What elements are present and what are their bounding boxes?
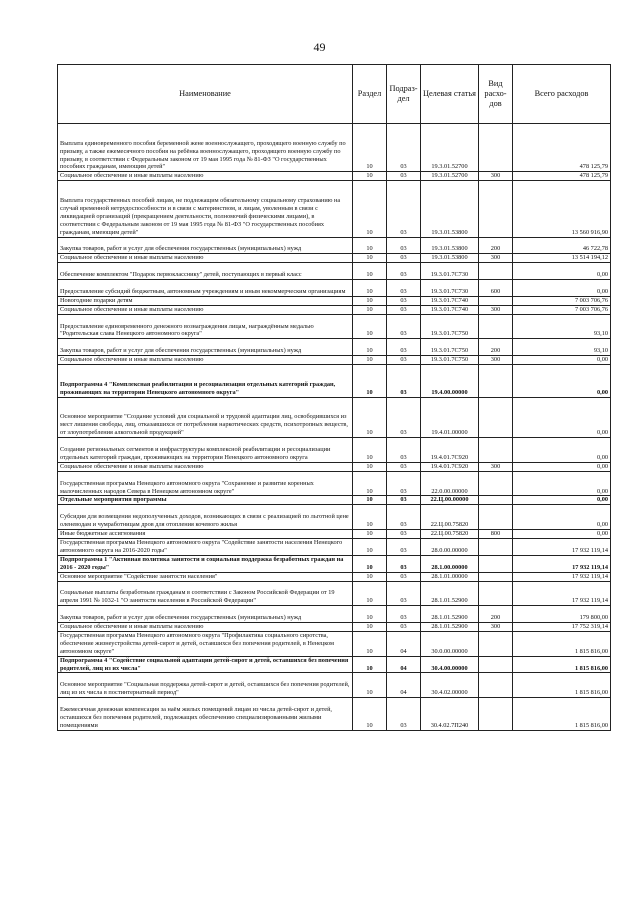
row-target: 30.4.00.00000 [421, 656, 479, 673]
table-row [58, 555, 611, 572]
table-row [58, 631, 611, 656]
row-section: 10 [353, 530, 387, 539]
row-target: 28.1.01.52900 [421, 581, 479, 606]
table-row [58, 471, 611, 496]
row-target: 19.4.00.00000 [421, 365, 479, 398]
row-target: 28.1.01.52900 [421, 622, 479, 631]
row-total: 46 722,78 [513, 237, 611, 254]
row-name: Государственная программа Ненецкого автономного округа "Сохранение и развитие коренных малочисленных народов Севера в Ненецком автономном округе" [58, 471, 353, 496]
row-name: Подпрограмма 4 "Комплексная реабилитация и ресоциализация отдельных категорий граждан, проживающих на территории Ненецкого автономного округа" [58, 365, 353, 398]
row-subsection: 03 [387, 356, 421, 365]
row-target: 30.0.00.00000 [421, 631, 479, 656]
row-section: 10 [353, 356, 387, 365]
table-row [58, 181, 611, 237]
row-total: 17 932 119,14 [513, 555, 611, 572]
row-exp-type [479, 471, 513, 496]
row-name: Основное мероприятие "Социальная поддержка детей-сирот и детей, оставшихся без попечения родителей, лиц из их числа в постинтернатный период" [58, 673, 353, 698]
row-target: 19.3.01.52700 [421, 124, 479, 172]
row-target: 22.0.00.00000 [421, 471, 479, 496]
header-section: Раздел [353, 65, 387, 124]
row-exp-type: 300 [479, 356, 513, 365]
row-exp-type [479, 656, 513, 673]
table-body [58, 124, 611, 731]
row-subsection: 03 [387, 314, 421, 339]
row-name: Закупка товаров, работ и услуг для обеспечения государственных (муниципальных) нужд [58, 606, 353, 623]
row-total: 17 932 119,14 [513, 581, 611, 606]
row-section: 10 [353, 172, 387, 181]
row-exp-type: 300 [479, 254, 513, 263]
row-name: Социальное обеспечение и иные выплаты населению [58, 622, 353, 631]
row-total: 0,00 [513, 397, 611, 438]
row-name: Подпрограмма 1 "Активная политика занятости и социальная поддержка безработных граждан на 2016 - 2020 годы" [58, 555, 353, 572]
row-section: 10 [353, 471, 387, 496]
row-subsection: 03 [387, 581, 421, 606]
row-total: 0,00 [513, 496, 611, 505]
row-target: 19.3.01.7С740 [421, 296, 479, 305]
row-section: 10 [353, 496, 387, 505]
row-target: 19.3.01.52700 [421, 172, 479, 181]
row-name: Социальные выплаты безработным гражданам в соответствии с Законом Российской Федерации от 19 апреля 1991 № 1032-1 "О занятости населения в Российской Федерации" [58, 581, 353, 606]
row-target: 19.3.01.7С750 [421, 339, 479, 356]
header-target: Целевая статья [421, 65, 479, 124]
row-section: 10 [353, 462, 387, 471]
row-section: 10 [353, 365, 387, 398]
row-section: 10 [353, 438, 387, 463]
row-section: 10 [353, 555, 387, 572]
row-total: 1 815 816,00 [513, 673, 611, 698]
row-subsection: 03 [387, 698, 421, 731]
row-subsection: 03 [387, 538, 421, 555]
row-total: 1 815 816,00 [513, 631, 611, 656]
row-name: Социальное обеспечение и иные выплаты населению [58, 356, 353, 365]
row-target: 19.3.01.53800 [421, 237, 479, 254]
row-target: 28.0.00.00000 [421, 538, 479, 555]
table-row [58, 280, 611, 297]
row-name: Подпрограмма 4 "Содействие социальной адаптации детей-сирот и детей, оставшихся без попечения родителей, лиц из их числа" [58, 656, 353, 673]
table-row [58, 314, 611, 339]
row-name: Субсидия для возмещения недополученных доходов, возникающих в связи с реализацией по льготной цене оленеводам и чумработницам дров для отопления кочевого жилья [58, 505, 353, 530]
row-subsection: 03 [387, 606, 421, 623]
row-exp-type [479, 631, 513, 656]
row-name: Государственная программа Ненецкого автономного округа "Содействие занятости населения Ненецкого автономного округа на 2016-2020 годы" [58, 538, 353, 555]
table-row [58, 305, 611, 314]
row-exp-type: 200 [479, 237, 513, 254]
row-target: 19.3.01.7С730 [421, 280, 479, 297]
row-target: 30.4.02.7П240 [421, 698, 479, 731]
row-total: 7 003 706,76 [513, 296, 611, 305]
row-exp-type [479, 538, 513, 555]
table-row [58, 438, 611, 463]
row-exp-type: 300 [479, 172, 513, 181]
row-section: 10 [353, 572, 387, 581]
row-name: Социальное обеспечение и иные выплаты населению [58, 305, 353, 314]
table-row [58, 397, 611, 438]
row-total: 0,00 [513, 471, 611, 496]
row-section: 10 [353, 314, 387, 339]
row-total: 478 125,79 [513, 172, 611, 181]
row-section: 10 [353, 397, 387, 438]
row-exp-type [479, 314, 513, 339]
row-exp-type [479, 296, 513, 305]
row-section: 10 [353, 505, 387, 530]
table-row [58, 505, 611, 530]
table-header [58, 65, 611, 124]
row-total: 1 815 816,00 [513, 656, 611, 673]
row-total: 7 003 706,76 [513, 305, 611, 314]
row-subsection: 03 [387, 254, 421, 263]
row-name: Создание региональных сегментов и инфраструктуры комплексной реабилитации и ресоциализации отдельных категорий граждан, проживающих на территории Ненецкого автономного округа [58, 438, 353, 463]
row-section: 10 [353, 237, 387, 254]
table-row [58, 172, 611, 181]
table-row [58, 538, 611, 555]
row-name: Предоставление единовременного денежного вознаграждения лицам, награждённым медалью "Родительская слава Ненецкого автономного округа" [58, 314, 353, 339]
row-name: Иные бюджетные ассигнования [58, 530, 353, 539]
row-subsection: 04 [387, 673, 421, 698]
row-subsection: 03 [387, 438, 421, 463]
row-target: 19.4.01.7С920 [421, 438, 479, 463]
row-total: 0,00 [513, 356, 611, 365]
row-section: 10 [353, 339, 387, 356]
row-target: 22.Ц.00.00000 [421, 496, 479, 505]
row-exp-type [479, 397, 513, 438]
row-subsection: 03 [387, 530, 421, 539]
row-subsection: 03 [387, 124, 421, 172]
row-exp-type [479, 572, 513, 581]
table-row [58, 356, 611, 365]
row-subsection: 03 [387, 496, 421, 505]
header-exp-type: Вид расхо-дов [479, 65, 513, 124]
row-section: 10 [353, 181, 387, 237]
row-subsection: 04 [387, 631, 421, 656]
row-subsection: 03 [387, 172, 421, 181]
row-total: 0,00 [513, 530, 611, 539]
row-subsection: 03 [387, 572, 421, 581]
row-subsection: 03 [387, 505, 421, 530]
row-total: 0,00 [513, 438, 611, 463]
row-name: Новогодние подарки детям [58, 296, 353, 305]
row-exp-type: 300 [479, 462, 513, 471]
row-exp-type [479, 181, 513, 237]
row-total: 1 815 816,00 [513, 698, 611, 731]
table-row [58, 496, 611, 505]
row-name: Выплата государственных пособий лицам, не подлежащим обязательному социальному страхованию на случай временной нетрудоспособности и в связи с материнством, и лицам, уволенным в связи с ликвидацией организаций (прекращением деятельности, полномочий физическими лицами), в соответствии с Федеральным законом от 19 мая 1995 года № 81-ФЗ "О государственных пособиях гражданам, имеющим детей" [58, 181, 353, 237]
row-total: 0,00 [513, 365, 611, 398]
row-exp-type [479, 581, 513, 606]
table-row [58, 263, 611, 280]
row-total: 478 125,79 [513, 124, 611, 172]
row-total: 0,00 [513, 462, 611, 471]
row-exp-type [479, 438, 513, 463]
row-total: 13 514 194,12 [513, 254, 611, 263]
row-section: 10 [353, 263, 387, 280]
row-subsection: 03 [387, 555, 421, 572]
row-total: 93,10 [513, 339, 611, 356]
row-target: 19.3.01.7С740 [421, 305, 479, 314]
row-target: 28.1.00.00000 [421, 555, 479, 572]
row-subsection: 03 [387, 305, 421, 314]
row-total: 93,10 [513, 314, 611, 339]
row-exp-type: 800 [479, 530, 513, 539]
row-exp-type [479, 555, 513, 572]
row-total: 0,00 [513, 280, 611, 297]
row-subsection: 03 [387, 365, 421, 398]
row-subsection: 03 [387, 397, 421, 438]
row-exp-type: 300 [479, 622, 513, 631]
row-name: Выплата единовременного пособия беременной жене военнослужащего, проходящего военную службу по призыву, а также ежемесячного пособия на ребёнка военнослужащего, проходящего военную службу по призыву, в соответствии с Федеральным законом от 19 мая 1995 года № 81-ФЗ "О государственных пособиях гражданам, имеющим детей" [58, 124, 353, 172]
row-subsection: 03 [387, 339, 421, 356]
row-section: 10 [353, 698, 387, 731]
table-row [58, 237, 611, 254]
row-subsection: 03 [387, 280, 421, 297]
row-target: 28.1.01.00000 [421, 572, 479, 581]
row-subsection: 03 [387, 237, 421, 254]
header-subsection: Подраз-дел [387, 65, 421, 124]
row-exp-type: 200 [479, 606, 513, 623]
row-total: 0,00 [513, 505, 611, 530]
row-subsection: 03 [387, 622, 421, 631]
row-target: 19.3.01.7С750 [421, 356, 479, 365]
row-exp-type: 600 [479, 280, 513, 297]
row-target: 22.Ц.00.75820 [421, 505, 479, 530]
row-section: 10 [353, 305, 387, 314]
row-exp-type [479, 124, 513, 172]
row-subsection: 03 [387, 471, 421, 496]
row-exp-type: 200 [479, 339, 513, 356]
row-name: Обеспечение комплектом "Подарок первокласснику" детей, поступающих в первый класс [58, 263, 353, 280]
row-total: 13 560 916,90 [513, 181, 611, 237]
table-row [58, 606, 611, 623]
row-total: 0,00 [513, 263, 611, 280]
row-section: 10 [353, 631, 387, 656]
table-row [58, 572, 611, 581]
row-total: 179 800,00 [513, 606, 611, 623]
table-row [58, 673, 611, 698]
row-section: 10 [353, 656, 387, 673]
row-exp-type [479, 673, 513, 698]
row-subsection: 03 [387, 296, 421, 305]
row-section: 10 [353, 622, 387, 631]
row-name: Закупка товаров, работ и услуг для обеспечения государственных (муниципальных) нужд [58, 339, 353, 356]
row-target: 22.Ц.00.75820 [421, 530, 479, 539]
row-section: 10 [353, 280, 387, 297]
row-exp-type [479, 505, 513, 530]
table-row [58, 254, 611, 263]
row-target: 19.3.01.53800 [421, 254, 479, 263]
row-section: 10 [353, 296, 387, 305]
row-name: Предоставление субсидий бюджетным, автономным учреждениям и иным некоммерческим организациям [58, 280, 353, 297]
row-target: 28.1.01.52900 [421, 606, 479, 623]
row-name: Основное мероприятие "Создание условий для социальной и трудовой адаптации лиц, освободившихся из мест лишения свободы, лиц, отказавшихся от потребления наркотических средств, психотропных веществ, от злоупотребления алкогольной продукцией" [58, 397, 353, 438]
row-section: 10 [353, 581, 387, 606]
row-exp-type [479, 365, 513, 398]
row-section: 10 [353, 673, 387, 698]
row-exp-type [479, 698, 513, 731]
row-target: 19.3.01.7С730 [421, 263, 479, 280]
table-row [58, 296, 611, 305]
row-target: 30.4.02.00000 [421, 673, 479, 698]
budget-table [57, 64, 611, 731]
row-exp-type: 300 [479, 305, 513, 314]
row-subsection: 03 [387, 263, 421, 280]
row-name: Социальное обеспечение и иные выплаты населению [58, 172, 353, 181]
row-name: Отдельные мероприятия программы [58, 496, 353, 505]
row-name: Социальное обеспечение и иные выплаты населению [58, 254, 353, 263]
table-row [58, 698, 611, 731]
page-number: 49 [313, 40, 326, 54]
row-subsection: 03 [387, 462, 421, 471]
header-total: Всего расходов [513, 65, 611, 124]
table-row [58, 339, 611, 356]
table-row [58, 622, 611, 631]
row-exp-type [479, 263, 513, 280]
table-row [58, 365, 611, 398]
row-total: 17 932 119,14 [513, 572, 611, 581]
row-target: 19.3.01.53800 [421, 181, 479, 237]
table-row [58, 530, 611, 539]
row-total: 17 752 319,14 [513, 622, 611, 631]
row-name: Основное мероприятие "Содействие занятости населения" [58, 572, 353, 581]
row-name: Закупка товаров, работ и услуг для обеспечения государственных (муниципальных) нужд [58, 237, 353, 254]
row-target: 19.4.01.7С920 [421, 462, 479, 471]
table-row [58, 462, 611, 471]
row-name: Социальное обеспечение и иные выплаты населению [58, 462, 353, 471]
row-subsection: 04 [387, 656, 421, 673]
row-section: 10 [353, 538, 387, 555]
table-row [58, 581, 611, 606]
row-subsection: 03 [387, 181, 421, 237]
row-total: 17 932 119,14 [513, 538, 611, 555]
row-section: 10 [353, 254, 387, 263]
row-name: Ежемесячная денежная компенсация за наём жилых помещений лицам из числа детей-сирот и детей, оставшихся без попечения родителей, подлежащих обеспечению специализированными жилыми помещениями [58, 698, 353, 731]
row-name: Государственная программа Ненецкого автономного округа "Профилактика социального сиротства, обеспечение жизнеустройства детей-сирот и детей, оставшихся без попечения родителей, в Ненецком автономном округе" [58, 631, 353, 656]
row-section: 10 [353, 606, 387, 623]
table-row [58, 124, 611, 172]
row-section: 10 [353, 124, 387, 172]
table-row [58, 656, 611, 673]
header-name: Наименование [58, 65, 353, 124]
row-target: 19.3.01.7С750 [421, 314, 479, 339]
row-exp-type [479, 496, 513, 505]
row-target: 19.4.01.00000 [421, 397, 479, 438]
